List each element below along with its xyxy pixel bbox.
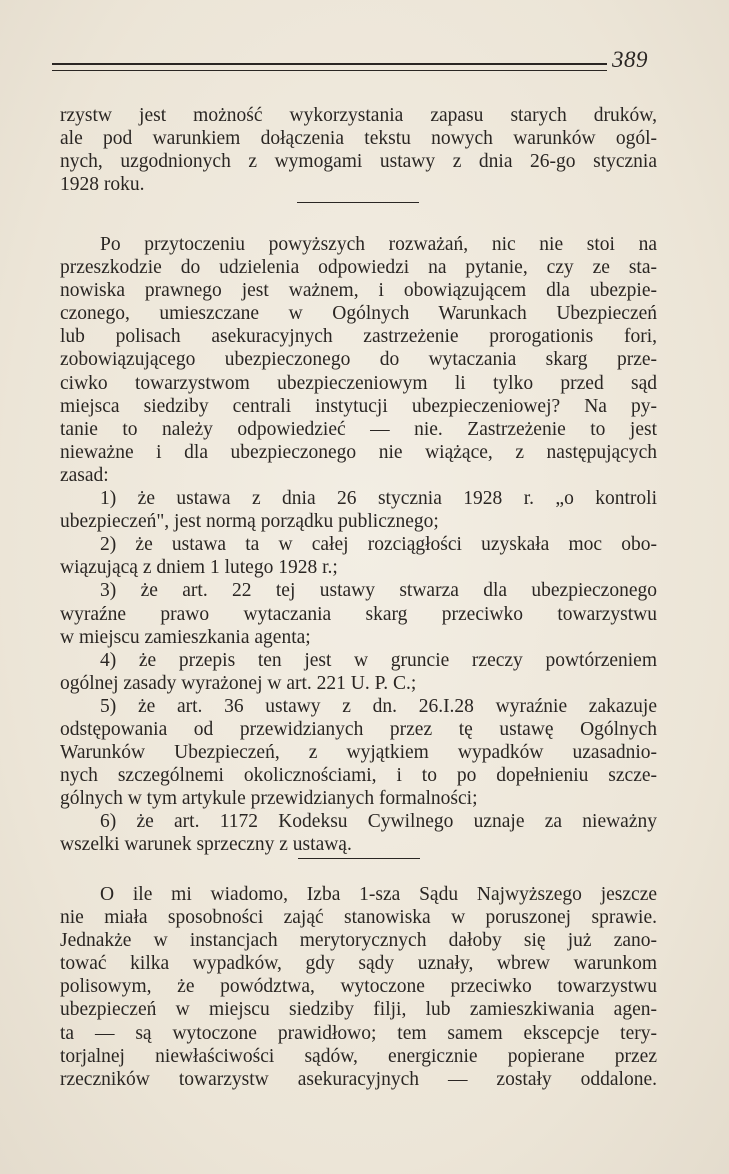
- text-line: tować kilka wypadków, gdy sądy uznały, wbrew warunkom: [60, 953, 657, 975]
- list-item-line: 1) że ustawa z dnia 26 stycznia 1928 r. „o kontroli: [100, 488, 657, 510]
- text-line: ale pod warunkiem dołączenia tekstu nowych warunków ogól-: [60, 128, 657, 150]
- list-item-line: 5) że art. 36 ustawy z dn. 26.I.28 wyraźnie zakazuje: [100, 695, 657, 717]
- text-line: nych, uzgodnionych z wymogami ustawy z dnia 26-go stycznia: [60, 151, 657, 173]
- list-item-line: wyraźne prawo wytaczania skarg przeciwko towarzystwu: [60, 603, 657, 625]
- section-separator: [298, 858, 420, 859]
- text-line: 1928 roku.: [60, 174, 145, 196]
- text-line: Jednakże w instancjach merytorycznych dałoby się już zano-: [60, 930, 657, 952]
- text-line: ciwko towarzystwom ubezpieczeniowym li tylko przed sąd: [60, 372, 657, 394]
- text-line: rzystw jest możność wykorzystania zapasu starych druków,: [60, 105, 657, 126]
- intro-paragraph: [60, 104, 657, 196]
- list-item-line: 4) że przepis ten jest w gruncie rzeczy powtórzeniem: [100, 649, 657, 671]
- list-item-line: wszelki warunek sprzeczny z ustawą.: [60, 834, 352, 856]
- text-line: zasad:: [60, 464, 109, 486]
- text-line: nieważne i dla ubezpieczonego nie wiążące, z następujących: [60, 441, 657, 463]
- list-item-line: gólnych w tym artykule przewidzianych formalności;: [60, 788, 478, 810]
- header-rule: [52, 63, 607, 71]
- text-line: miejsca siedziby centrali instytucji ubezpieczeniowej? Na py-: [60, 395, 657, 417]
- text-line: ta — są wytoczone prawidłowo; tem samem ekscepcje tery-: [60, 1022, 657, 1044]
- main-paragraph: [60, 233, 657, 857]
- text-line: polisowym, że powództwa, wytoczone przeciwko towarzystwu: [60, 976, 657, 998]
- list-item-line: nych szczególnemi okolicznościami, i to po dopełnieniu szcze-: [60, 765, 657, 787]
- list-item-line: Warunków Ubezpieczeń, z wyjątkiem wypadków uzasadnio-: [60, 742, 657, 764]
- text-line: czonego, umieszczane w Ogólnych Warunkach Ubezpieczeń: [60, 303, 657, 325]
- text-line: zobowiązującego ubezpieczonego do wytaczania skarg prze-: [60, 349, 657, 371]
- text-line: rzeczników towarzystw asekuracyjnych — zostały oddalone.: [60, 1068, 657, 1090]
- final-paragraph: [60, 883, 657, 1091]
- list-item-line: ogólnej zasady wyrażonej w art. 221 U. P. C.;: [60, 672, 417, 694]
- text-line: nowiska prawnego jest ważnem, i obowiązującem dla ubezpie-: [60, 280, 657, 302]
- text-line: tanie to należy odpowiedzieć — nie. Zastrzeżenie to jest: [60, 418, 657, 440]
- list-item-line: odstępowania od przewidzianych przez tę ustawę Ogólnych: [60, 718, 657, 740]
- text-line: ubezpieczeń w miejscu siedziby filji, lub zamieszkiwania agen-: [60, 999, 657, 1021]
- list-item-line: wiązującą z dniem 1 lutego 1928 r.;: [60, 557, 338, 579]
- text-line: przeszkodzie do udzielenia odpowiedzi na pytanie, czy ze sta-: [60, 257, 657, 279]
- text-line: Po przytoczeniu powyższych rozważań, nic nie stoi na: [100, 234, 657, 255]
- list-item-line: 6) że art. 1172 Kodeksu Cywilnego uznaje za nieważny: [100, 811, 657, 833]
- list-item-line: 2) że ustawa ta w całej rozciągłości uzyskała moc obo-: [100, 534, 657, 556]
- list-item-line: 3) że art. 22 tej ustawy stwarza dla ubezpieczonego: [100, 580, 657, 602]
- text-line: O ile mi wiadomo, Izba 1-sza Sądu Najwyższego jeszcze: [100, 884, 657, 905]
- section-separator: [297, 202, 419, 203]
- text-line: lub polisach asekuracyjnych zastrzeżenie prorogationis fori,: [60, 326, 657, 348]
- list-item-line: w miejscu zamieszkania agenta;: [60, 626, 311, 648]
- text-line: nie miała sposobności zająć stanowiska w poruszonej sprawie.: [60, 907, 657, 929]
- text-line: torjalnej niewłaściwości sądów, energicznie popierane przez: [60, 1045, 657, 1067]
- page-number: 389: [612, 47, 648, 72]
- list-item-line: ubezpieczeń", jest normą porządku publicznego;: [60, 511, 439, 533]
